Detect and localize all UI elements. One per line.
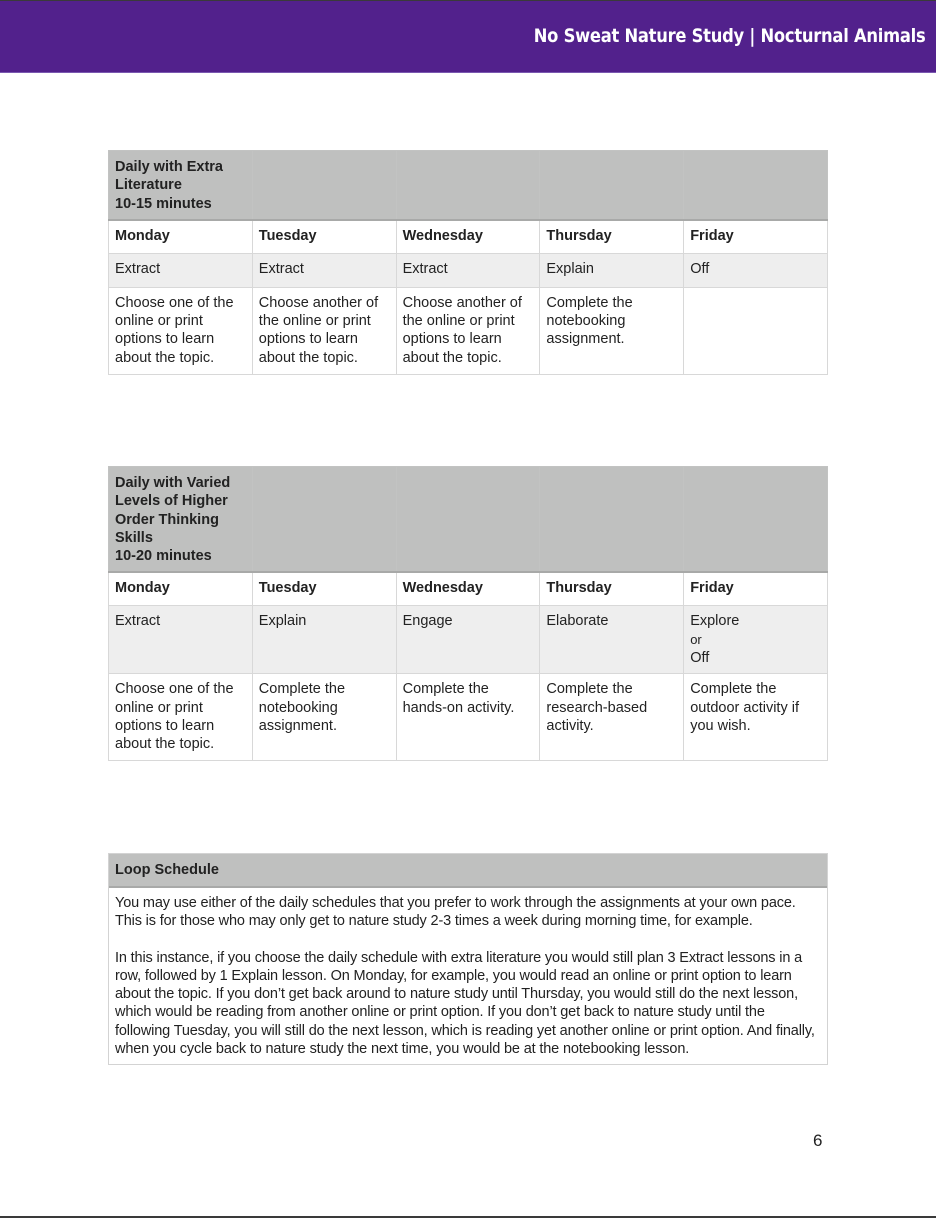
phase-cell: Explain (252, 606, 396, 674)
day-header-thursday: Thursday (540, 572, 684, 606)
schedule-table-higher-order-thinking (108, 466, 828, 761)
schedule-title-line: Daily with Extra (115, 159, 223, 175)
loop-schedule-title: Loop Schedule (109, 854, 827, 888)
loop-paragraph: You may use either of the daily schedules that you prefer to work through the assignments at your own pace. This is for those who may only get to nature study 2-3 times a week during morning time, for example. (115, 895, 796, 930)
phase-cell: Extract (252, 253, 396, 287)
description-cell: Complete the research-based activity. (540, 674, 684, 761)
day-header-row (109, 572, 828, 606)
schedule-title-line: Literature (115, 177, 182, 194)
phase-cell: Explain (540, 253, 684, 287)
schedule-duration: 10-20 minutes (115, 548, 212, 565)
title-blank-cell (540, 151, 684, 220)
phase-cell-friday (684, 606, 828, 674)
day-header-monday: Monday (109, 220, 253, 254)
title-blank-cell (540, 467, 684, 573)
phase-row (109, 606, 828, 674)
schedule-table-extra-literature (108, 150, 828, 375)
phase-cell: Off (684, 253, 828, 287)
schedule-title-line: Order Thinking (115, 511, 219, 528)
phase-cell: Elaborate (540, 606, 684, 674)
schedule-title-row (109, 151, 828, 220)
title-blank-cell (396, 151, 540, 220)
phase-cell: Extract (109, 253, 253, 287)
description-cell (684, 287, 828, 374)
page-number: 6 (813, 1131, 823, 1150)
title-blank-cell (252, 467, 396, 573)
day-header-wednesday: Wednesday (396, 220, 540, 254)
loop-schedule-body (109, 888, 827, 1064)
phase-cell: Engage (396, 606, 540, 674)
description-cell: Complete the notebooking assignment. (540, 287, 684, 374)
description-cell: Complete the notebooking assignment. (252, 674, 396, 761)
schedule-title-line: Skills (115, 529, 153, 546)
day-header-wednesday: Wednesday (396, 572, 540, 606)
schedule-title-line: Daily with Varied (115, 475, 231, 491)
phase-or: or (690, 631, 702, 647)
day-header-monday: Monday (109, 572, 253, 606)
schedule-title-cell (109, 467, 253, 573)
phase-off: Off (690, 650, 710, 667)
description-cell: Choose another of the online or print options to learn about the topic. (252, 287, 396, 374)
phase-explore: Explore (690, 613, 740, 630)
title-blank-cell (684, 151, 828, 220)
phase-cell: Extract (396, 253, 540, 287)
page-header-banner (0, 1, 936, 73)
schedule-title-row (109, 467, 828, 573)
description-cell: Choose one of the online or print options to learn about the topic. (109, 287, 253, 374)
description-cell: Complete the outdoor activity if you wish. (684, 674, 828, 761)
schedule-duration: 10-15 minutes (115, 195, 212, 212)
day-header-thursday: Thursday (540, 220, 684, 254)
schedule-title-line: Levels of Higher (115, 493, 228, 510)
description-cell: Choose one of the online or print options to learn about the topic. (109, 674, 253, 761)
title-blank-cell (684, 467, 828, 573)
loop-schedule-box (108, 853, 828, 1065)
schedule-title-cell (109, 151, 253, 220)
day-header-tuesday: Tuesday (252, 572, 396, 606)
day-header-tuesday: Tuesday (252, 220, 396, 254)
description-row (109, 287, 828, 374)
day-header-friday: Friday (684, 220, 828, 254)
description-cell: Choose another of the online or print options to learn about the topic. (396, 287, 540, 374)
title-blank-cell (252, 151, 396, 220)
description-row (109, 674, 828, 761)
day-header-friday: Friday (684, 572, 828, 606)
header-title: No Sweat Nature Study | Nocturnal Animals (533, 25, 925, 47)
phase-cell: Extract (109, 606, 253, 674)
title-blank-cell (396, 467, 540, 573)
loop-paragraph: In this instance, if you choose the daily schedule with extra literature you would still plan 3 Extract lessons in a row, followed by 1 Explain lesson. On Monday, for example, you would read an online or print option to learn about the topic. If you don’t get back around to nature study until Thursday, you would still do the next lesson, which would be reading from another online or print option. If you don’t get back to nature study until the following Tuesday, you will still do the next lesson, which is reading yet another online or print option. And finally, when you cycle back to nature study the next time, you would be at the notebooking lesson. (115, 949, 815, 1058)
phase-row (109, 253, 828, 287)
day-header-row (109, 220, 828, 254)
description-cell: Complete the hands-on activity. (396, 674, 540, 761)
